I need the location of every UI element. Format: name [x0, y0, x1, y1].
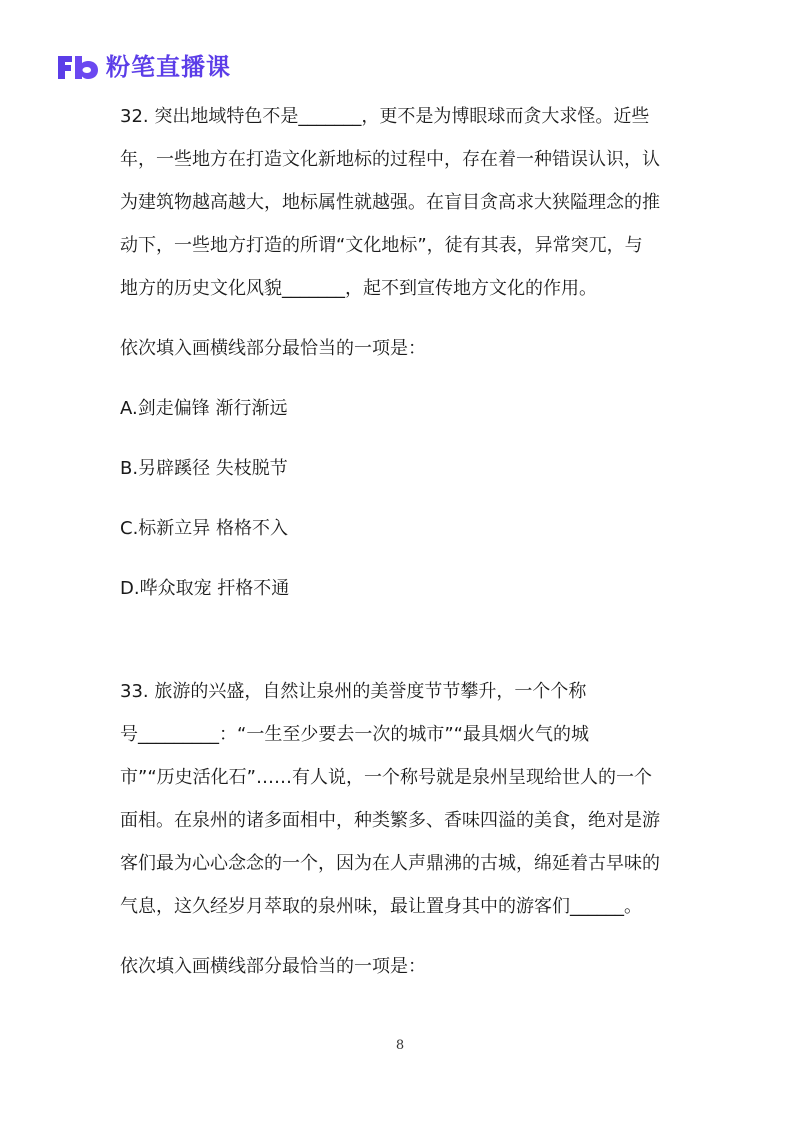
question-text-line: 客们最为心心念念的一个，因为在人声鼎沸的古城，绵延着古早味的: [120, 853, 660, 874]
option-a: A.剑走偏锋 渐行渐远: [120, 398, 288, 419]
page-content: [120, 95, 680, 988]
question-text-line: 年，一些地方在打造文化新地标的过程中，存在着一种错误认识，认: [120, 149, 660, 170]
question-prompt: 依次填入画横线部分最恰当的一项是：: [120, 338, 426, 359]
question-text-line: 号_________：“一生至少要去一次的城市”“最具烟火气的城: [120, 724, 589, 745]
question-33: [120, 670, 680, 988]
question-text-line: 面相。在泉州的诸多面相中，种类繁多、香味四溢的美食，绝对是游: [120, 810, 660, 831]
question-text-line: 动下，一些地方打造的所谓“文化地标”，徒有其表，异常突兀，与: [120, 235, 643, 256]
question-text-line: 32. 突出地域特色不是_______，更不是为博眼球而贪大求怪。近些: [120, 106, 650, 127]
option-d: D.哗众取宠 扞格不通: [120, 578, 290, 599]
header: [56, 50, 231, 84]
question-text-line: 33. 旅游的兴盛，自然让泉州的美誉度节节攀升，一个个称: [120, 681, 587, 702]
question-text-line: 地方的历史文化风貌_______，起不到宣传地方文化的作用。: [120, 278, 597, 299]
page-number: 8: [395, 1038, 405, 1053]
question-prompt: 依次填入画横线部分最恰当的一项是：: [120, 956, 426, 977]
brand-name: 粉笔直播课: [106, 53, 231, 81]
spacer: [120, 610, 680, 670]
option-b: B.另辟蹊径 失枝脱节: [120, 458, 288, 479]
question-text-line: 气息，这久经岁月萃取的泉州味，最让置身其中的游客们______。: [120, 896, 642, 917]
option-c: C.标新立异 格格不入: [120, 518, 289, 539]
question-text-line: 为建筑物越高越大，地标属性就越强。在盲目贪高求大狭隘理念的推: [120, 192, 660, 213]
question-32: [120, 95, 680, 610]
fenbi-fb-logo-icon: [56, 52, 100, 82]
question-text-line: 市”“历史活化石”……有人说，一个称号就是泉州呈现给世人的一个: [120, 767, 652, 788]
